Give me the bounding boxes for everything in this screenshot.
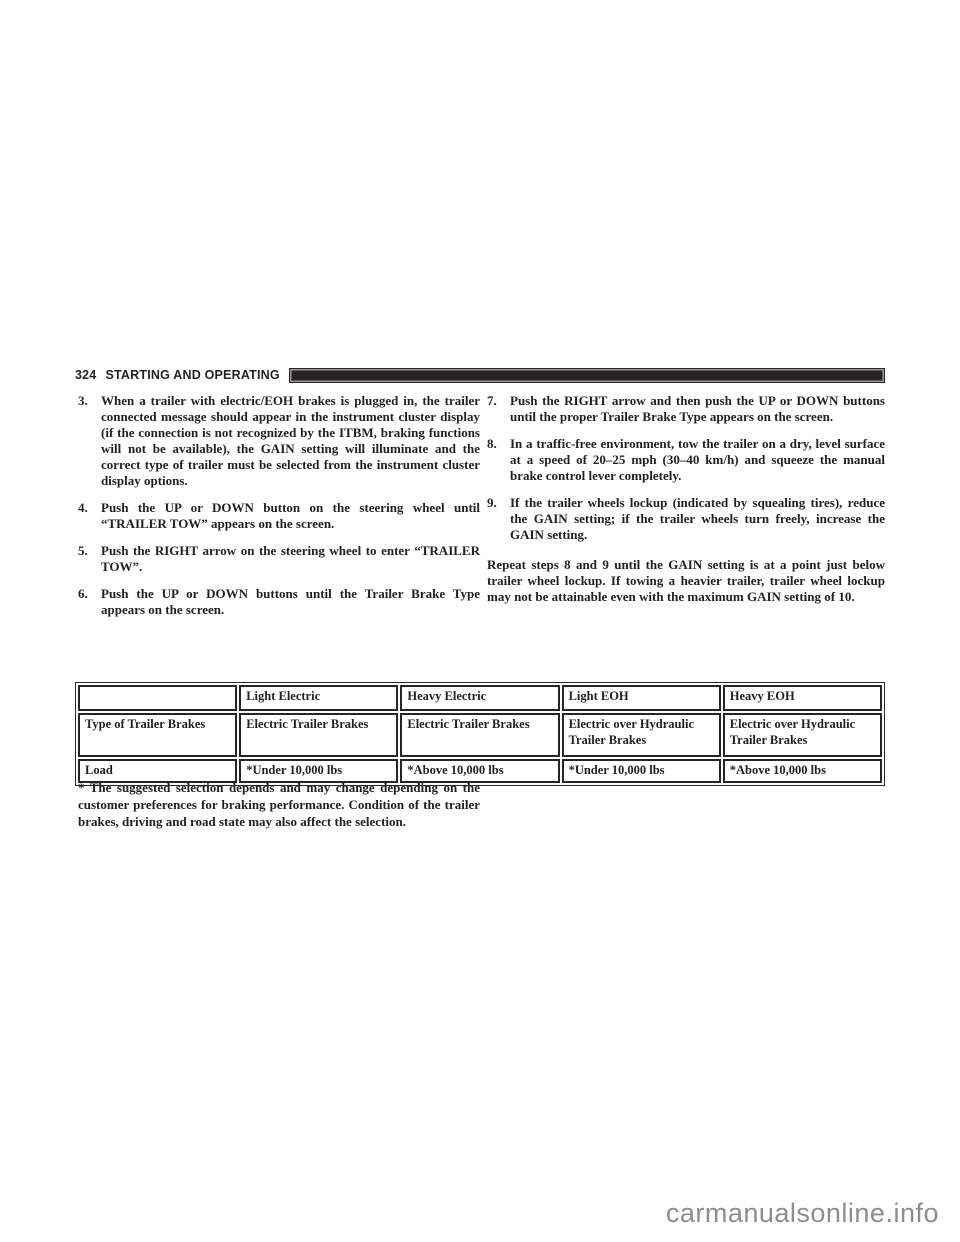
table-cell: Electric Trailer Brakes [239, 713, 398, 757]
item-number: 6. [78, 586, 88, 601]
table-header-cell: Heavy Electric [400, 685, 559, 711]
item-text: In a traffic-free environment, tow the trailer on a dry, level surface at a speed of 20–25 mph (30–40 km/h) and squeeze the manual brake control lever completely. [510, 436, 885, 483]
table-cell: *Under 10,000 lbs [239, 759, 398, 783]
item-number: 7. [487, 393, 497, 408]
table-cell: Electric Trailer Brakes [400, 713, 559, 757]
trailer-brake-table [75, 682, 885, 786]
instruction-item-6 [78, 586, 480, 618]
table-cell: Type of Trailer Brakes [78, 713, 237, 757]
table-header-cell [78, 685, 237, 711]
table-header-cell: Heavy EOH [723, 685, 882, 711]
header-bar [289, 368, 885, 383]
table-header-cell: Light EOH [562, 685, 721, 711]
watermark-text: carmanualsonline.info [665, 1198, 939, 1228]
page-header [75, 366, 885, 384]
section-title: STARTING AND OPERATING [105, 368, 280, 382]
table-cell: *Above 10,000 lbs [400, 759, 559, 783]
item-text: If the trailer wheels lockup (indicated by squealing tires), reduce the GAIN setting; if the trailer wheels turn freely, increase the GAIN setting. [510, 495, 885, 542]
right-column [487, 393, 885, 605]
table-cell: Load [78, 759, 237, 783]
table-footnote: * The suggested selection depends and may change depending on the customer preferences for braking performance. Condition of the trailer brakes, driving and road state may also affect the selection. [78, 780, 480, 829]
closing-paragraph: Repeat steps 8 and 9 until the GAIN setting is at a point just below trailer wheel lockup. If towing a heavier trailer, trailer wheel lockup may not be attainable even with the maximum GAIN setting of 10. [487, 557, 885, 604]
table-cell: Electric over Hydraulic Trailer Brakes [562, 713, 721, 757]
item-number: 4. [78, 500, 88, 515]
table-cell: Electric over Hydraulic Trailer Brakes [723, 713, 882, 757]
item-number: 3. [78, 393, 88, 408]
item-text: Push the RIGHT arrow and then push the UP or DOWN buttons until the proper Trailer Brake Type appears on the screen. [510, 393, 885, 424]
item-number: 5. [78, 543, 88, 558]
instruction-item-4 [78, 500, 480, 532]
instruction-item-3 [78, 393, 480, 489]
page-number: 324 [75, 368, 97, 382]
item-number: 9. [487, 495, 497, 510]
item-text: When a trailer with electric/EOH brakes is plugged in, the trailer connected message should appear in the instrument cluster display (if the connection is not recognized by the ITBM, braking functions will not be available), the GAIN setting will illuminate and the correct type of trailer must be selected from the instrument cluster display options. [101, 393, 480, 488]
item-text: Push the RIGHT arrow on the steering wheel to enter “TRAILER TOW”. [101, 543, 480, 574]
table-header-row [78, 685, 882, 711]
instruction-item-8 [487, 436, 885, 484]
instruction-item-5 [78, 543, 480, 575]
instruction-item-9 [487, 495, 885, 543]
item-text: Push the UP or DOWN button on the steering wheel until “TRAILER TOW” appears on the screen. [101, 500, 480, 531]
left-column [78, 393, 480, 629]
table-cell: *Under 10,000 lbs [562, 759, 721, 783]
instruction-item-7 [487, 393, 885, 425]
table-header-cell: Light Electric [239, 685, 398, 711]
table-cell: *Above 10,000 lbs [723, 759, 882, 783]
item-text: Push the UP or DOWN buttons until the Trailer Brake Type appears on the screen. [101, 586, 480, 617]
item-number: 8. [487, 436, 497, 451]
table-row-brake-type [78, 713, 882, 757]
